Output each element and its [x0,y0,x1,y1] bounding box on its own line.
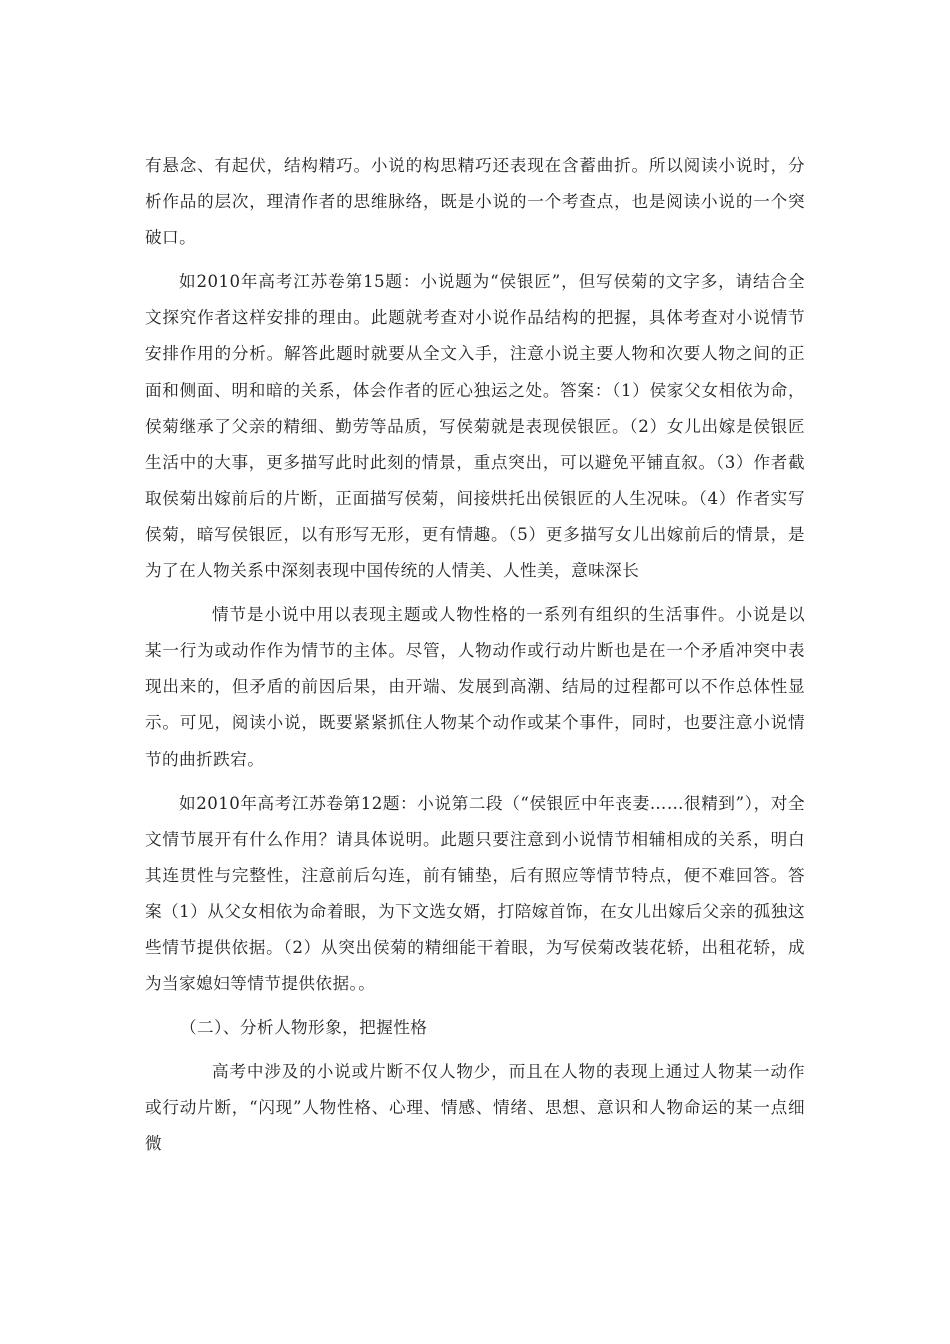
paragraph-example-15: 如2010年高考江苏卷第15题：小说题为“侯银匠”，但写侯菊的文字多，请结合全文探究作者这样安排的理由。此题就考查对小说作品结构的把握，具体考查对小说情节安排作用的分析。解答此题时就要从全文入手，注意小说主要人物和次要人物之间的正面和侧面、明和暗的关系，体会作者的匠心独运之处。答案：（1）侯家父女相依为命，侯菊继承了父亲的精细、勤劳等品质，写侯菊就是表现侯银匠。（2）女儿出嫁是侯银匠生活中的大事，更多描写此时此刻的情景，重点突出，可以避免平铺直叙。（3）作者截取侯菊出嫁前后的片断，正面描写侯菊，间接烘托出侯银匠的人生况味。（4）作者实写侯菊，暗写侯银匠，以有形写无形，更有情趣。（5）更多描写女儿出嫁前后的情景，是为了在人物关系中深刻表现中国传统的人情美、人性美，意味深长 [145,272,805,581]
document-body [145,148,805,1163]
section-heading-character: （二）、分析人物形象，把握性格 [180,1018,428,1038]
paragraph-example-12: 如2010年高考江苏卷第12题：小说第二段（“侯银匠中年丧妻……很精到”），对全文情节展开有什么作用？请具体说明。此题只要注意到小说情节相辅相成的关系，明白其连贯性与完整性，注意前后勾连，前有铺垫，后有照应等情节特点，便不难回答。答案（1）从父女相依为命着眼，为下文选女婿，打陪嫁首饰，在女儿出嫁后父亲的孤独这些情节提供依据。（2）从突出侯菊的精细能干着眼，为写侯菊改装花轿，出租花轿，成为当家媳妇等情节提供依据。。 [145,793,805,994]
paragraph-plot-definition: 情节是小说中用以表现主题或人物性格的一系列有组织的生活事件。小说是以某一行为或动作作为情节的主体。尽管，人物动作或行动片断也是在一个矛盾冲突中表现出来的，但矛盾的前因后果，由开端、发展到高潮、结局的过程都可以不作总体性显示。可见，阅读小说，既要紧紧抓住人物某个动作或某个事件，同时，也要注意小说情节的曲折跌宕。 [145,605,805,769]
paragraph-structure-intro: 有悬念、有起伏，结构精巧。小说的构思精巧还表现在含蓄曲折。所以阅读小说时，分析作品的层次，理清作者的思维脉络，既是小说的一个考查点，也是阅读小说的一个突破口。 [145,156,805,248]
paragraph-character-intro: 高考中涉及的小说或片断不仅人物少，而且在人物的表现上通过人物某一动作或行动片断，“闪现”人物性格、心理、情感、情绪、思想、意识和人物命运的某一点细微 [145,1062,805,1154]
